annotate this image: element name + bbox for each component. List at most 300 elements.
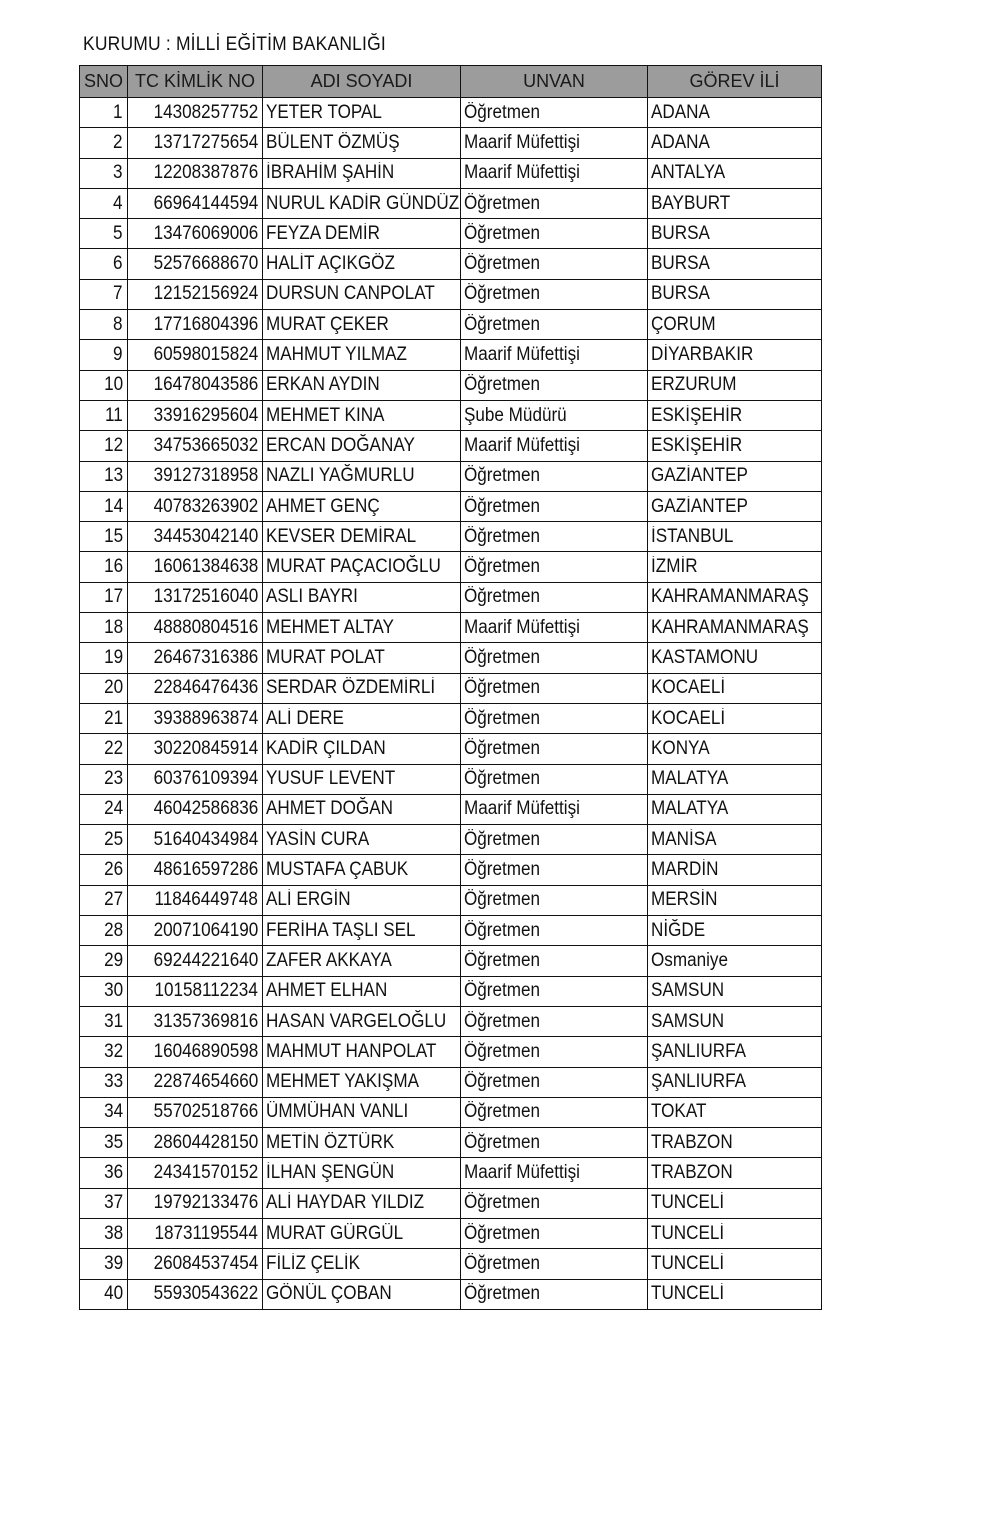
cell-name <box>263 219 461 249</box>
cell-text: 15 <box>103 525 123 547</box>
cell-text: Öğretmen <box>464 1192 541 1214</box>
cell-tc <box>128 1249 263 1279</box>
cell-tc <box>128 885 263 915</box>
cell-text: 66964144594 <box>153 192 258 214</box>
cell-text: 11846449748 <box>154 889 258 911</box>
cell-text: Maarif Müfettişi <box>464 616 580 638</box>
cell-city <box>648 310 822 340</box>
cell-text: Öğretmen <box>464 859 541 881</box>
cell-title <box>461 946 648 976</box>
cell-text: 7 <box>113 283 123 305</box>
cell-tc <box>128 794 263 824</box>
cell-tc <box>128 946 263 976</box>
cell-text: BURSA <box>651 283 710 305</box>
cell-title <box>461 1249 648 1279</box>
cell-sno <box>80 128 128 158</box>
cell-text: Öğretmen <box>464 949 541 971</box>
cell-city <box>648 703 822 733</box>
cell-text: 24341570152 <box>153 1162 258 1184</box>
cell-city <box>648 1218 822 1248</box>
table-row <box>80 370 822 400</box>
cell-text: 30220845914 <box>153 737 258 759</box>
cell-tc <box>128 703 263 733</box>
cell-name <box>263 1006 461 1036</box>
table-row <box>80 1218 822 1248</box>
cell-text: DURSUN CANPOLAT <box>266 283 435 305</box>
cell-text: KAHRAMANMARAŞ <box>651 586 809 608</box>
cell-name <box>263 673 461 703</box>
cell-city <box>648 855 822 885</box>
cell-sno <box>80 1218 128 1248</box>
table-row <box>80 794 822 824</box>
cell-text: 31 <box>103 1010 123 1032</box>
cell-sno <box>80 370 128 400</box>
cell-text: 3 <box>113 162 123 184</box>
cell-title <box>461 1128 648 1158</box>
cell-sno <box>80 188 128 218</box>
cell-name <box>263 1249 461 1279</box>
cell-text: 37 <box>103 1192 123 1214</box>
cell-text: ESKİŞEHİR <box>651 404 743 426</box>
cell-name <box>263 249 461 279</box>
cell-text: ŞANLIURFA <box>651 1071 747 1093</box>
cell-sno <box>80 310 128 340</box>
cell-title <box>461 188 648 218</box>
table-row <box>80 310 822 340</box>
table-row <box>80 946 822 976</box>
cell-text: 6 <box>113 253 123 275</box>
cell-tc <box>128 400 263 430</box>
cell-text: İZMİR <box>651 556 698 578</box>
cell-text: Öğretmen <box>464 222 541 244</box>
cell-text: ÜMMÜHAN VANLI <box>266 1101 409 1123</box>
cell-tc <box>128 855 263 885</box>
cell-text: YETER TOPAL <box>266 101 382 123</box>
cell-name <box>263 1188 461 1218</box>
column-header-tc: TC KİMLİK NO <box>128 66 263 98</box>
cell-tc <box>128 1188 263 1218</box>
cell-name <box>263 310 461 340</box>
cell-sno <box>80 734 128 764</box>
cell-sno <box>80 703 128 733</box>
table-row <box>80 643 822 673</box>
cell-city <box>648 400 822 430</box>
cell-text: 16046890598 <box>153 1040 258 1062</box>
cell-text: Öğretmen <box>464 677 541 699</box>
column-header-sno: SNO <box>80 66 128 98</box>
cell-name <box>263 1037 461 1067</box>
cell-text: FİLİZ ÇELİK <box>266 1252 361 1274</box>
cell-title <box>461 158 648 188</box>
table-row <box>80 1188 822 1218</box>
cell-text: 38 <box>103 1222 123 1244</box>
cell-tc <box>128 1097 263 1127</box>
table-row <box>80 673 822 703</box>
cell-text: TUNCELİ <box>651 1192 725 1214</box>
cell-name <box>263 431 461 461</box>
table-header-row <box>80 66 822 98</box>
cell-text: 39388963874 <box>153 707 258 729</box>
cell-text: 23 <box>103 768 123 790</box>
cell-city <box>648 98 822 128</box>
cell-name <box>263 370 461 400</box>
cell-tc <box>128 1067 263 1097</box>
cell-text: AHMET GENÇ <box>266 495 380 517</box>
cell-name <box>263 491 461 521</box>
cell-text: 40 <box>103 1283 123 1305</box>
cell-tc <box>128 1279 263 1309</box>
cell-text: MANİSA <box>651 828 717 850</box>
table-row <box>80 916 822 946</box>
cell-text: MEHMET ALTAY <box>266 616 394 638</box>
cell-text: MALATYA <box>651 768 729 790</box>
cell-text: Öğretmen <box>464 980 541 1002</box>
cell-text: 69244221640 <box>153 949 258 971</box>
cell-text: 28604428150 <box>153 1131 258 1153</box>
cell-text: MUSTAFA ÇABUK <box>266 859 409 881</box>
table-row <box>80 855 822 885</box>
cell-city <box>648 1006 822 1036</box>
cell-title <box>461 703 648 733</box>
cell-title <box>461 1158 648 1188</box>
cell-title <box>461 249 648 279</box>
cell-text: Maarif Müfettişi <box>464 162 580 184</box>
cell-text: 22874654660 <box>153 1071 258 1093</box>
cell-city <box>648 340 822 370</box>
cell-text: Öğretmen <box>464 495 541 517</box>
cell-text: Maarif Müfettişi <box>464 1162 580 1184</box>
cell-text: NURUL KADİR GÜNDÜZ <box>266 192 460 214</box>
cell-text: ALİ HAYDAR YILDIZ <box>266 1192 425 1214</box>
cell-sno <box>80 1279 128 1309</box>
cell-sno <box>80 158 128 188</box>
cell-tc <box>128 673 263 703</box>
cell-text: Öğretmen <box>464 525 541 547</box>
cell-title <box>461 340 648 370</box>
cell-text: Öğretmen <box>464 313 541 335</box>
cell-text: 12 <box>103 434 123 456</box>
cell-sno <box>80 1067 128 1097</box>
cell-name <box>263 734 461 764</box>
cell-tc <box>128 1128 263 1158</box>
cell-text: Osmaniye <box>651 949 728 971</box>
cell-text: ŞANLIURFA <box>651 1040 747 1062</box>
cell-text: 46042586836 <box>153 798 258 820</box>
cell-tc <box>128 370 263 400</box>
cell-text: BÜLENT ÖZMÜŞ <box>266 131 400 153</box>
cell-sno <box>80 582 128 612</box>
cell-text: Öğretmen <box>464 283 541 305</box>
cell-city <box>648 1067 822 1097</box>
cell-sno <box>80 673 128 703</box>
cell-name <box>263 1067 461 1097</box>
cell-text: 19792133476 <box>153 1192 258 1214</box>
cell-text: 39127318958 <box>153 465 258 487</box>
cell-name <box>263 461 461 491</box>
cell-text: GAZİANTEP <box>651 495 748 517</box>
cell-name <box>263 825 461 855</box>
cell-title <box>461 764 648 794</box>
cell-text: 16 <box>103 556 123 578</box>
table-row <box>80 1006 822 1036</box>
cell-city <box>648 249 822 279</box>
cell-text: MURAT POLAT <box>266 646 385 668</box>
cell-text: 14308257752 <box>153 101 258 123</box>
cell-name <box>263 976 461 1006</box>
table-row <box>80 613 822 643</box>
cell-text: MURAT GÜRGÜL <box>266 1222 404 1244</box>
cell-text: TUNCELİ <box>651 1222 725 1244</box>
cell-city <box>648 461 822 491</box>
cell-text: İBRAHİM ŞAHİN <box>266 162 395 184</box>
cell-text: Öğretmen <box>464 253 541 275</box>
cell-text: MURAT PAÇACIOĞLU <box>266 556 441 578</box>
cell-city <box>648 522 822 552</box>
cell-sno <box>80 855 128 885</box>
cell-name <box>263 340 461 370</box>
cell-tc <box>128 582 263 612</box>
cell-text: FERİHA TAŞLI SEL <box>266 919 416 941</box>
cell-text: MARDİN <box>651 859 719 881</box>
cell-text: 22 <box>103 737 123 759</box>
cell-text: BURSA <box>651 253 710 275</box>
cell-sno <box>80 825 128 855</box>
cell-sno <box>80 491 128 521</box>
cell-sno <box>80 279 128 309</box>
cell-name <box>263 128 461 158</box>
cell-text: 48880804516 <box>153 616 258 638</box>
table-row <box>80 703 822 733</box>
cell-text: Öğretmen <box>464 1222 541 1244</box>
cell-text: KOCAELİ <box>651 677 726 699</box>
cell-text: 13717275654 <box>153 131 258 153</box>
cell-text: Öğretmen <box>464 919 541 941</box>
cell-title <box>461 310 648 340</box>
cell-text: 9 <box>113 344 123 366</box>
cell-text: 12208387876 <box>153 162 258 184</box>
cell-text: Öğretmen <box>464 707 541 729</box>
table-row <box>80 431 822 461</box>
column-header-city: GÖREV İLİ <box>648 66 822 98</box>
cell-text: GÖNÜL ÇOBAN <box>266 1283 392 1305</box>
cell-sno <box>80 400 128 430</box>
table-row <box>80 976 822 1006</box>
cell-text: İLHAN ŞENGÜN <box>266 1162 395 1184</box>
cell-tc <box>128 643 263 673</box>
column-header-name: ADI SOYADI <box>263 66 461 98</box>
cell-tc <box>128 279 263 309</box>
cell-sno <box>80 522 128 552</box>
cell-text: Öğretmen <box>464 465 541 487</box>
cell-text: 33916295604 <box>153 404 258 426</box>
cell-text: 26084537454 <box>153 1252 258 1274</box>
table-row <box>80 158 822 188</box>
cell-sno <box>80 643 128 673</box>
cell-tc <box>128 219 263 249</box>
cell-text: 39 <box>103 1252 123 1274</box>
cell-city <box>648 1128 822 1158</box>
table-row <box>80 1097 822 1127</box>
cell-text: 26 <box>103 859 123 881</box>
cell-text: TOKAT <box>651 1101 707 1123</box>
cell-text: ERZURUM <box>651 374 737 396</box>
cell-sno <box>80 946 128 976</box>
cell-sno <box>80 764 128 794</box>
cell-text: Öğretmen <box>464 889 541 911</box>
table-row <box>80 522 822 552</box>
cell-text: 34453042140 <box>153 525 258 547</box>
cell-city <box>648 1279 822 1309</box>
cell-text: 4 <box>113 192 123 214</box>
table-row <box>80 764 822 794</box>
cell-tc <box>128 734 263 764</box>
cell-name <box>263 582 461 612</box>
cell-text: TUNCELİ <box>651 1283 725 1305</box>
table-row <box>80 825 822 855</box>
cell-tc <box>128 461 263 491</box>
cell-text: 2 <box>113 131 123 153</box>
cell-text: Öğretmen <box>464 1010 541 1032</box>
cell-text: KEVSER DEMİRAL <box>266 525 417 547</box>
cell-text: HASAN VARGELOĞLU <box>266 1010 447 1032</box>
cell-tc <box>128 491 263 521</box>
cell-city <box>648 219 822 249</box>
cell-sno <box>80 461 128 491</box>
cell-text: 17716804396 <box>153 313 258 335</box>
cell-text: 30 <box>103 980 123 1002</box>
cell-text: AHMET DOĞAN <box>266 798 393 820</box>
table-row <box>80 1249 822 1279</box>
cell-name <box>263 855 461 885</box>
table-row <box>80 340 822 370</box>
cell-name <box>263 98 461 128</box>
cell-text: 55702518766 <box>153 1101 258 1123</box>
cell-city <box>648 673 822 703</box>
cell-city <box>648 582 822 612</box>
cell-text: Öğretmen <box>464 737 541 759</box>
cell-title <box>461 885 648 915</box>
cell-text: SAMSUN <box>651 1010 725 1032</box>
personnel-table <box>79 65 822 1310</box>
cell-sno <box>80 1188 128 1218</box>
cell-text: 11 <box>105 404 123 426</box>
table-row <box>80 1067 822 1097</box>
cell-text: MERSİN <box>651 889 718 911</box>
cell-text: ADANA <box>651 101 710 123</box>
cell-title <box>461 673 648 703</box>
cell-tc <box>128 613 263 643</box>
cell-text: Öğretmen <box>464 1071 541 1093</box>
table-row <box>80 1279 822 1309</box>
cell-text: 20071064190 <box>153 919 258 941</box>
cell-text: 17 <box>103 586 123 608</box>
cell-city <box>648 158 822 188</box>
cell-city <box>648 825 822 855</box>
cell-name <box>263 643 461 673</box>
cell-city <box>648 976 822 1006</box>
table-row <box>80 128 822 158</box>
cell-text: Öğretmen <box>464 374 541 396</box>
cell-tc <box>128 916 263 946</box>
cell-name <box>263 764 461 794</box>
cell-title <box>461 219 648 249</box>
cell-sno <box>80 1158 128 1188</box>
cell-text: 40783263902 <box>153 495 258 517</box>
cell-text: SAMSUN <box>651 980 725 1002</box>
cell-name <box>263 1158 461 1188</box>
cell-text: 28 <box>103 919 123 941</box>
cell-text: 60598015824 <box>153 344 258 366</box>
cell-sno <box>80 98 128 128</box>
cell-title <box>461 98 648 128</box>
cell-text: 10 <box>103 374 123 396</box>
cell-text: Öğretmen <box>464 646 541 668</box>
cell-tc <box>128 188 263 218</box>
table-row <box>80 1158 822 1188</box>
cell-name <box>263 1097 461 1127</box>
cell-city <box>648 1188 822 1218</box>
cell-tc <box>128 1006 263 1036</box>
cell-sno <box>80 340 128 370</box>
table-row <box>80 734 822 764</box>
cell-text: İSTANBUL <box>651 525 734 547</box>
cell-name <box>263 885 461 915</box>
cell-title <box>461 1037 648 1067</box>
cell-text: ZAFER AKKAYA <box>266 949 392 971</box>
cell-text: ERCAN DOĞANAY <box>266 434 415 456</box>
cell-text: 8 <box>113 313 123 335</box>
table-row <box>80 1037 822 1067</box>
cell-tc <box>128 340 263 370</box>
cell-text: 21 <box>103 707 123 729</box>
cell-city <box>648 279 822 309</box>
cell-title <box>461 643 648 673</box>
cell-title <box>461 855 648 885</box>
cell-title <box>461 522 648 552</box>
cell-name <box>263 613 461 643</box>
cell-name <box>263 1279 461 1309</box>
cell-name <box>263 1218 461 1248</box>
table-row <box>80 400 822 430</box>
cell-text: Öğretmen <box>464 192 541 214</box>
cell-sno <box>80 1128 128 1158</box>
cell-city <box>648 1249 822 1279</box>
cell-text: Maarif Müfettişi <box>464 131 580 153</box>
cell-text: 1 <box>113 101 123 123</box>
cell-name <box>263 400 461 430</box>
cell-sno <box>80 431 128 461</box>
cell-text: 48616597286 <box>153 859 258 881</box>
cell-text: 13172516040 <box>153 586 258 608</box>
cell-text: 52576688670 <box>153 253 258 275</box>
cell-title <box>461 734 648 764</box>
cell-title <box>461 128 648 158</box>
cell-tc <box>128 1037 263 1067</box>
cell-text: KASTAMONU <box>651 646 759 668</box>
cell-text: 20 <box>103 677 123 699</box>
cell-title <box>461 1006 648 1036</box>
cell-city <box>648 370 822 400</box>
cell-text: 34 <box>103 1101 123 1123</box>
cell-name <box>263 158 461 188</box>
cell-text: FEYZA DEMİR <box>266 222 381 244</box>
cell-text: BURSA <box>651 222 710 244</box>
cell-text: ÇORUM <box>651 313 716 335</box>
cell-city <box>648 1158 822 1188</box>
cell-text: 60376109394 <box>153 768 258 790</box>
cell-text: Öğretmen <box>464 1283 541 1305</box>
cell-text: MAHMUT HANPOLAT <box>266 1040 437 1062</box>
